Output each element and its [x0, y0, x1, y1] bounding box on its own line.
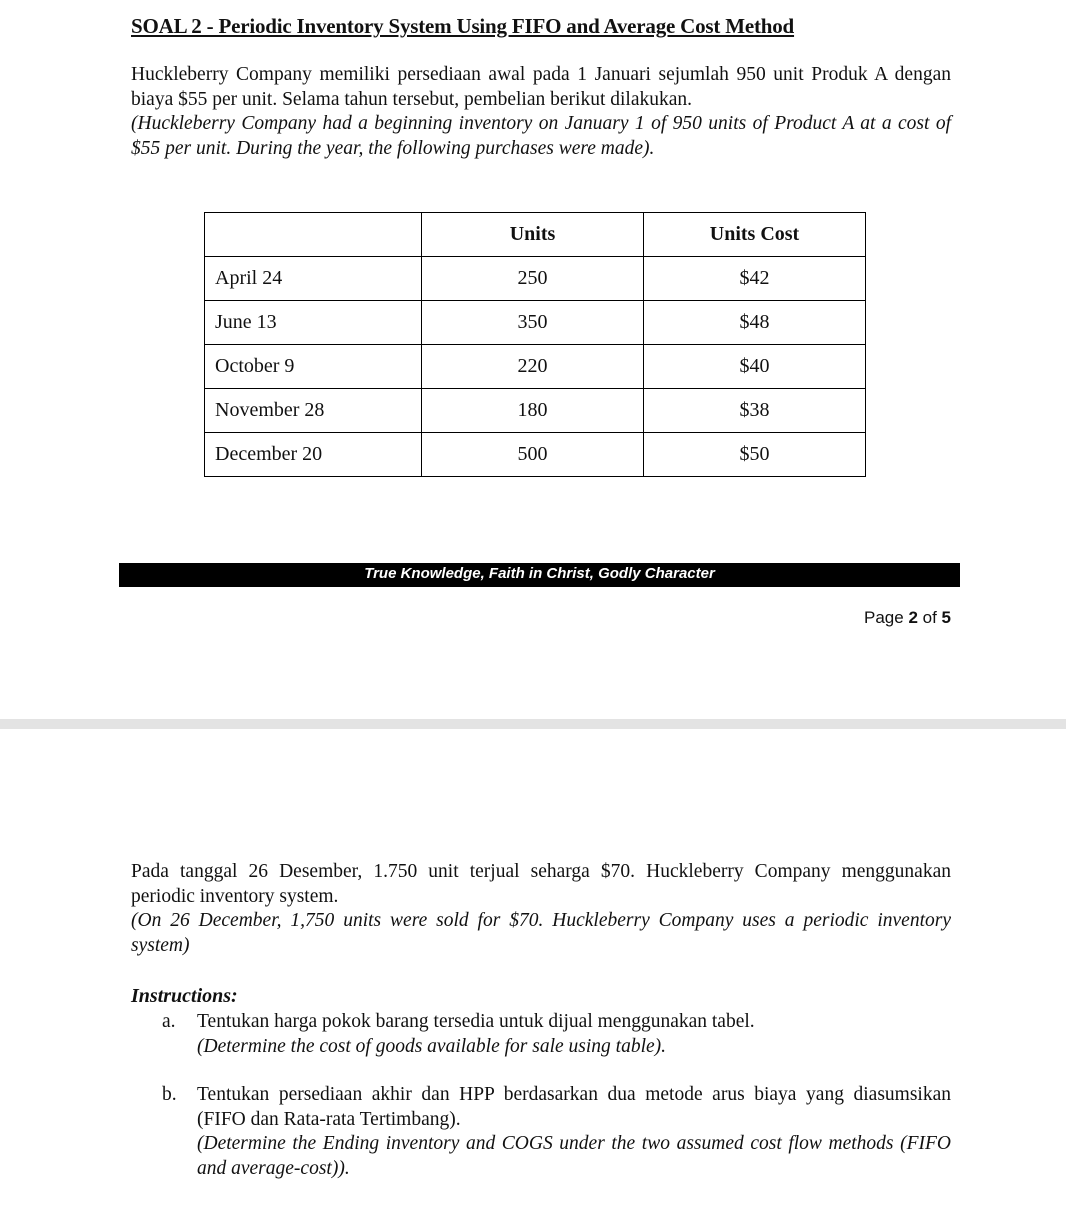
unit-cost-cell: $48: [644, 301, 866, 345]
table-row: [205, 433, 866, 477]
list-item-body: [197, 1010, 951, 1059]
date-cell: November 28: [205, 389, 422, 433]
units-cell: 250: [422, 257, 644, 301]
page-of: of: [917, 608, 942, 627]
table-header-row: [205, 213, 866, 257]
unit-cost-cell: $38: [644, 389, 866, 433]
table-header-cell: Units: [422, 213, 644, 257]
date-cell: December 20: [205, 433, 422, 477]
list-item-body: [197, 1083, 951, 1181]
sale-paragraph: [131, 860, 951, 958]
list-marker: b.: [162, 1084, 177, 1105]
footer-motto: True Knowledge, Faith in Christ, Godly Character: [364, 565, 715, 582]
table-row: [205, 301, 866, 345]
page-current: 2: [908, 608, 918, 627]
table-header-cell: Units Cost: [644, 213, 866, 257]
units-cell: 350: [422, 301, 644, 345]
table-row: [205, 257, 866, 301]
page-separator: [0, 719, 1066, 729]
instructions-list: [162, 1010, 951, 1205]
unit-cost-cell: $42: [644, 257, 866, 301]
intro-text-id: Huckleberry Company memiliki persediaan awal pada 1 Januari sejumlah 950 unit Produk A dengan biaya $55 per unit. Selama tahun tersebut, pembelian berikut dilakukan.: [131, 64, 951, 110]
unit-cost-cell: $50: [644, 433, 866, 477]
sale-text-en: (On 26 December, 1,750 units were sold for $70. Huckleberry Company uses a periodic inventory system): [131, 910, 951, 956]
table-row: [205, 389, 866, 433]
instruction-text-en: (Determine the cost of goods available for sale using table).: [197, 1035, 667, 1057]
instructions-heading: Instructions:: [131, 985, 238, 1007]
instruction-text-en: (Determine the Ending inventory and COGS under the two assumed cost flow methods (FIFO and average-cost)).: [197, 1133, 951, 1179]
page-prefix: Page: [864, 608, 909, 627]
units-cell: 220: [422, 345, 644, 389]
table-row: [205, 345, 866, 389]
page-total: 5: [941, 608, 951, 627]
date-cell: October 9: [205, 345, 422, 389]
table-header-cell: [205, 213, 422, 257]
date-cell: April 24: [205, 257, 422, 301]
list-item: [162, 1083, 951, 1181]
units-cell: 500: [422, 433, 644, 477]
sale-text-id: Pada tanggal 26 Desember, 1.750 unit terjual seharga $70. Huckleberry Company menggunakan periodic inventory system.: [131, 861, 951, 907]
intro-text-en: (Huckleberry Company had a beginning inventory on January 1 of 950 units of Product A at a cost of $55 per unit. During the year, the following purchases were made).: [131, 113, 951, 159]
footer-motto-bar: [119, 563, 960, 587]
purchases-table: [204, 212, 866, 477]
units-cell: 180: [422, 389, 644, 433]
list-item: [162, 1010, 951, 1059]
page-number: [864, 608, 951, 628]
unit-cost-cell: $40: [644, 345, 866, 389]
list-marker: a.: [162, 1011, 176, 1032]
page-title: SOAL 2 - Periodic Inventory System Using FIFO and Average Cost Method: [131, 14, 795, 38]
instruction-text-id: Tentukan harga pokok barang tersedia untuk dijual menggunakan tabel.: [197, 1011, 755, 1032]
intro-paragraph: [131, 63, 951, 161]
instruction-text-id: Tentukan persediaan akhir dan HPP berdasarkan dua metode arus biaya yang diasumsikan (FIFO dan Rata-rata Tertimbang).: [197, 1084, 951, 1130]
date-cell: June 13: [205, 301, 422, 345]
